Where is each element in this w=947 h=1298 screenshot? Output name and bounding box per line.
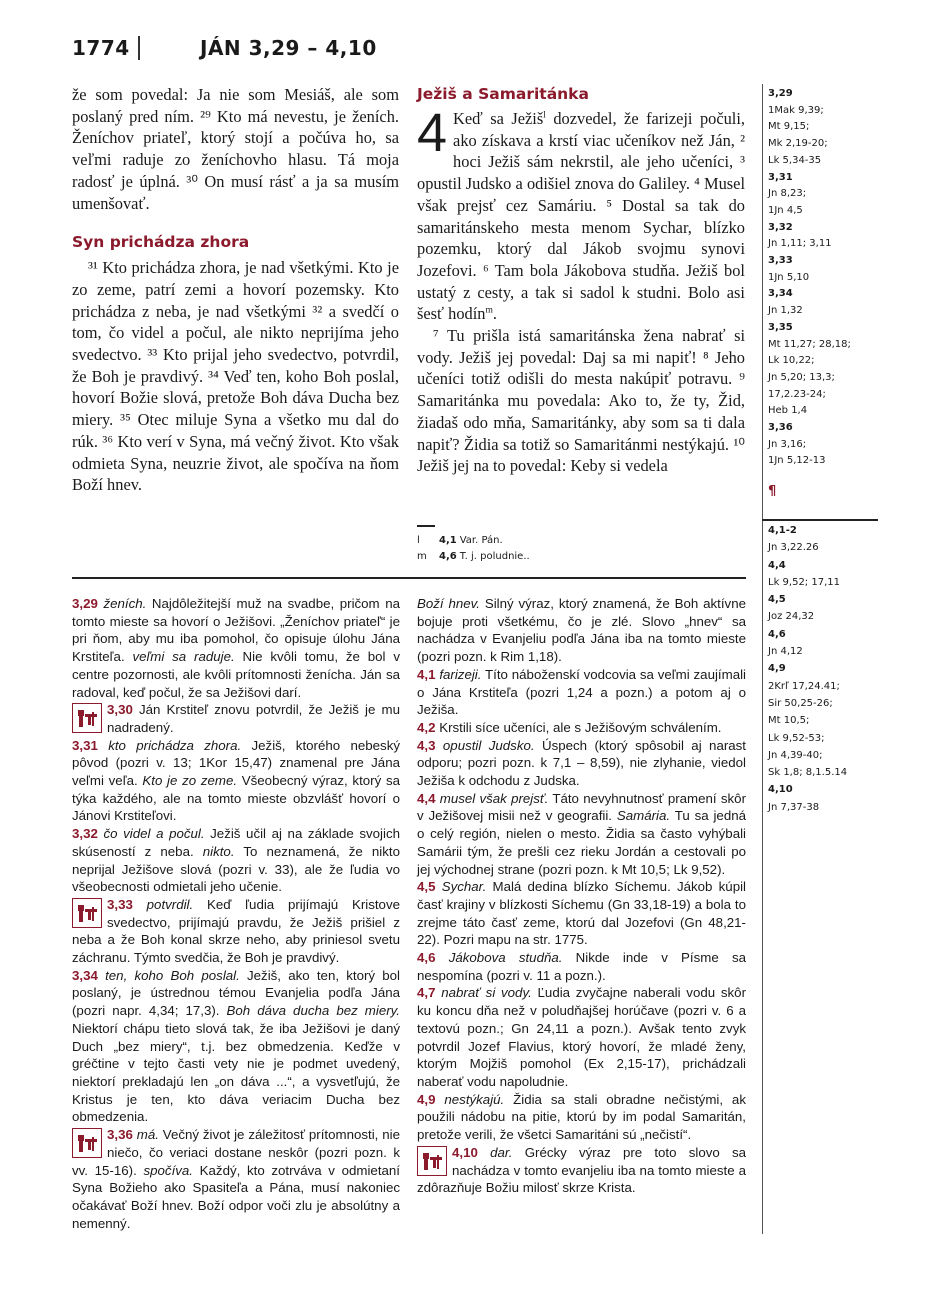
page-number: 1774 [72,36,130,60]
icon-stroke [79,1141,83,1152]
scripture-paragraph: že som povedal: Ja nie som Mesiáš, ale som poslaný pred ním. ²⁹ Kto má nevestu, je ženích. Ženíchov priateľ, ktorý stojí a počúva ho, sa veľmi raduje zo ženíchovho hlasu. Tá moja radosť je úplná. ³⁰ On musí rásť a ja sa musím umenšovať. [72,85,399,213]
footnote-marker[interactable]: l [543,110,546,121]
section-heading: Syn prichádza zhora [72,233,250,252]
icon-stroke [437,1155,439,1169]
study-note: 4,6 Jákobova studňa. Nikde inde v Písme sa nespomína (pozri v. 11 a pozn.). [417,950,746,983]
study-note: 4,7 nabrať si vody. Ľudia zvyčajne naberali vodu skôr ku koncu dňa než v poludňajšej horúčave (pozri v. 6 a textovú pozn.; Gn 24,11 a pozn.). Avšak tento zvyk potvrdil Jozef Flavius, ktorý hovorí, že mladé ženy, ktorým Mojžiš pomohol (Ex 2,15-17), prichádzali naberať vodu napoludnie. [417,985,746,1089]
xref-verse-key: 4,6 [768,628,786,640]
xref-entry: Jn 8,23; [768,188,807,200]
study-note-continued: Boží hnev. Silný výraz, ktorý znamená, že Boh aktívne bojuje proti všetkému, čo je zlé. Slovo „hnev“ sa nachádza v Evanjeliu podľa Jána iba na tomto mieste (pozri pozn. k Rim 1,18). [417,596,746,665]
study-notes-rule [72,577,746,579]
xref-entry: Jn 7,37-38 [768,801,820,813]
xref-entry: Lk 10,22; [768,355,815,367]
study-note: 3,32 čo videl a počul. Ježiš učil aj na základe svojich skúseností z neba. nikto. To neznamená, že nikto neprijal Ježišove slová (pozri v. 33), ale že ľudia vo všeobecnosti odmietali jeho učenie. [72,826,401,895]
footnote-row: m 4,6 T. j. poludnie.. [417,550,530,562]
icon-stroke [79,911,83,922]
icon-stroke [433,1159,436,1168]
xref-entry: Jn 3,16; [768,438,807,450]
xref-entry: Mt 9,15; [768,121,810,133]
footnote-marker[interactable]: m [485,305,493,316]
xref-entry: 17,2.23-24; [768,388,826,400]
xref-verse-key: 3,34 [768,288,793,300]
xref-entry: Sk 1,8; 8,1.5.14 [768,767,848,779]
text-footnotes [417,525,747,565]
xref-entry: Heb 1,4 [768,405,808,417]
study-note: 3,29 ženích. Najdôležitejší muž na svadbe, pričom na tomto mieste sa hovorí o Ježišovi. „Ženíchov priateľ“ je pri ňom, aby mu iba pomohol, čo opisuje úlohu Jána Krstiteľa. veľmi sa raduje. Nie kvôli tomu, že bol v centre pozornosti, ale kvôli prítomnosti ženícha. Ján sa radoval, keď počul, že sa Ježišovi darí. [72,596,400,700]
study-note: 4,5 Sychar. Malá dedina blízko Síchemu. Jákob kúpil časť krajiny v blízkosti Síchemu (Gn 33,18-19) a bola to zrejme táto časť zeme, ktorú dal Jozefovi (Gn 48,21-22). Pozri mapu na str. 1775. [417,879,746,948]
xref-rule [762,519,878,521]
icon-stroke [92,907,94,921]
xref-entry: 2Krľ 17,24.41; [768,680,840,692]
study-note: 3,34 ten, koho Boh poslal. Ježiš, ako ten, ktorý bol poslaný, je ústrednou témou Evanjelia podľa Jána (pozri napr. 4,34; 17,3). Boh dáva ducha bez miery. Niektorí chápu tieto slová tak, že iba Ježišovi je daný Duch „bez miery“, t.j. bez obmedzenia. Keďže v gréčtine v tejto časti vety nie je podmet uvedený, niektorí prekladajú len „on dáva ...“, a vysvetľujú, že Kristus je ten, kto dáva veriacim Ducha bez obmedzenia. [72,967,400,1125]
xref-verse-key: 4,9 [768,663,786,675]
xref-verse-key: 4,4 [768,559,786,571]
teaching-icon [72,703,102,733]
xref-verse-key: 3,36 [768,422,793,434]
icon-stroke [79,716,83,727]
study-notes-left [72,595,400,1232]
xref-verse-key: 3,32 [768,221,793,233]
scripture-paragraph: 4 Keď sa Ježiš$^l$ dozvedel, že farizeji počuli, ako získava a krstí viac učeníkov než Ján, ² hoci Ježiš sám nekrstil, ale jeho učeníci, ³ opustil Judsko a odišiel znova do Galiley. ⁴ Musel však prejsť cez Samáriu. ⁵ Dostal sa tak do samaritánskeho mesta menom Sychar, blízko pozemku, ktorý dal Jákob svojmu synovi Jozefovi. ⁶ Tam bola Jákobova studňa. Ježiš bol ustatý z cesty, a tak si sadol k studni. Bolo asi šesť hodín$^m$. [417,103,746,324]
xref-verse-key: 4,10 [768,784,793,796]
icon-stroke [92,1137,94,1151]
study-note: 4,4 musel však prejsť. Táto nevyhnutnosť pramení skôr v Ježišovej misii než v geografii. Samária. Tu sa jedná o celý región, nielen o mesto. Židia sa často vyhýbali Samárii tým, že prešli cez rieku Jordán a cestovali po jej východnej strane (pozri pozn. k Mt 10,5; Lk 9,52). [417,790,747,877]
xref-verse-key: 3,33 [768,255,793,267]
pilcrow-mark: ¶ [768,484,777,500]
xref-entry: Sir 50,25-26; [768,697,833,709]
study-note: 4,1 farizeji. Títo náboženskí vodcovia sa veľmi zaujímali o Jána Krstiteľa (pozri 1,24 a pozn.) a potom aj o Ježiša. [417,666,746,718]
xref-entry: Jn 3,22.26 [768,542,819,554]
xref-entry: Joz 24,32 [768,611,815,623]
study-note: 3,33 potvrdil. Keď ľudia prijímajú Kristove svedectvo, prijímajú pravdu, že Ježiš prišiel z neba a že Boh konal skrze neho, aby priniesol svetu záchranu. Týmto svedčia, že Boh je pravdivý. [72,896,400,966]
xref-entry: Mt 10,5; [768,715,810,727]
xref-entry: Jn 1,11; 3,11 [768,238,832,250]
study-note: 4,9 nestýkajú. Židia sa stali obradne nečistými, ak použili nádobu na pitie, ktorú by im podal Samaritán, pretože verili, že všetci Samaritáni sú „nečistí“. [417,1091,746,1143]
icon-stroke [85,714,97,717]
scripture-column-left [72,84,399,496]
study-note: 3,31 kto prichádza zhora. Ježiš, ktorého nebeský pôvod (pozri v. 13; 1Kor 15,47) znamenal pre Jána veľmi veľa. Kto je zo zeme. Všeobecný výraz, ktorý sa týka každého, ale na tomto mieste obzvlášť hovorí o Jánovi Krstiteľovi. [72,737,400,824]
xref-entry: Jn 5,20; 13,3; [768,371,835,383]
xref-entry: Lk 9,52; 17,11 [768,576,840,588]
scripture-paragraph: ³¹ Kto prichádza zhora, je nad všetkými. Kto je zo zeme, patrí zemi a hovorí pozemsky. Kto prichádza z neba, je nad všetkými ³² a svedčí o tom, čo videl a počul, ale nikto neprijíma jeho svedectvo. ³³ Kto prijal jeho svedectvo, potvrdil, že Boh je pravdivý. ³⁴ Veď ten, koho Boh poslal, hovorí Božie slová, pretože Boh dáva Ducha bez miery. ³⁵ Otec miluje Syna a všetko mu dal do rúk. ³⁶ Kto verí v Syna, má večný život. Kto však odmieta Syna, neuzrie život, ale spočíva na ňom Boží hnev. [72,258,399,495]
xref-entry: Jn 4,39-40; [768,749,823,761]
xref-entry: Lk 5,34-35 [768,154,822,166]
footnote-row: l 4,1 Var. Pán. [417,534,503,546]
study-note: 4,10 dar. Grécky výraz pre toto slovo sa nachádza v tomto evanjeliu iba na tomto mieste a zdôrazňuje Božiu milosť skrze Krista. [417,1144,746,1196]
teaching-icon [72,898,102,928]
study-note: 4,2 Krstili síce učeníci, ale s Ježišovým schválením. [417,719,722,735]
xref-entry: Jn 1,32 [768,305,803,317]
xref-verse-key: 4,5 [768,594,786,606]
page-header [72,36,472,66]
study-note: 3,36 má. Večný život je záležitosť prítomnosti, nie niečo, čo veriaci dostane neskôr (pozri pozn. k vv. 15-16). spočíva. Každý, kto zotrváva v odmietaní Syna Božieho ako Spasiteľa a Pána, musí nakoniec očakávať Boží hnev. Boží odpor voči zlu je absolútny a nemenný. [72,1127,400,1231]
icon-stroke [88,911,91,920]
cross-references-bottom [768,522,878,816]
study-note: 3,30 Ján Krstiteľ znovu potvrdil, že Ježiš je mu nadradený. [72,701,400,736]
section-heading: Ježiš a Samaritánka [417,85,589,103]
study-notes-right [417,595,746,1197]
scripture-column-right [417,84,745,477]
scripture-paragraph: ⁷ Tu prišla istá samaritánska žena nabrať si vody. Ježiš jej povedal: Daj sa mi napiť! ⁸ Jeho učeníci totiž odišli do mesta nakúpiť potravu. ⁹ Samaritánka mu povedala: Ako to, že ty, Žid, žiadaš odo mňa, Samaritánky, aby som sa ti dala napiť? Židia sa totiž so Samaritánmi nestýkajú. ¹⁰ Ježiš jej na to povedal: Keby si vedela [417,326,745,476]
icon-stroke [85,909,97,912]
icon-stroke [92,712,94,726]
footnote-rule [417,525,435,527]
cross-references-top [768,86,878,517]
chapter-drop-cap: 4 [417,103,448,163]
xref-entry: 1Mak 9,39; [768,104,824,116]
running-title: JÁN 3,29 – 4,10 [200,36,377,60]
xref-entry: 1Jn 5,12-13 [768,455,826,467]
icon-stroke [88,1141,91,1150]
margin-divider [762,84,763,1234]
xref-entry: Jn 4,12 [768,646,803,658]
header-divider [138,36,140,60]
teaching-icon [417,1146,447,1176]
xref-verse-key: 3,35 [768,321,793,333]
teaching-icon [72,1128,102,1158]
icon-stroke [424,1159,428,1170]
xref-entry: Lk 9,52-53; [768,732,825,744]
xref-entry: 1Jn 5,10 [768,271,810,283]
icon-stroke [88,716,91,725]
xref-entry: 1Jn 4,5 [768,204,803,216]
xref-verse-key: 3,31 [768,171,793,183]
xref-entry: Mt 11,27; 28,18; [768,338,851,350]
icon-stroke [85,1139,97,1142]
icon-stroke [430,1157,442,1160]
xref-verse-key: 3,29 [768,88,793,99]
xref-verse-key: 4,1-2 [768,525,797,536]
study-note: 4,3 opustil Judsko. Úspech (ktorý spôsobil aj narast odporu; pozri pozn. k 7,1 – 8,59), nie zlyhanie, viedol Ježiša k odchodu z Judska. [417,737,747,789]
xref-entry: Mk 2,19-20; [768,138,828,150]
